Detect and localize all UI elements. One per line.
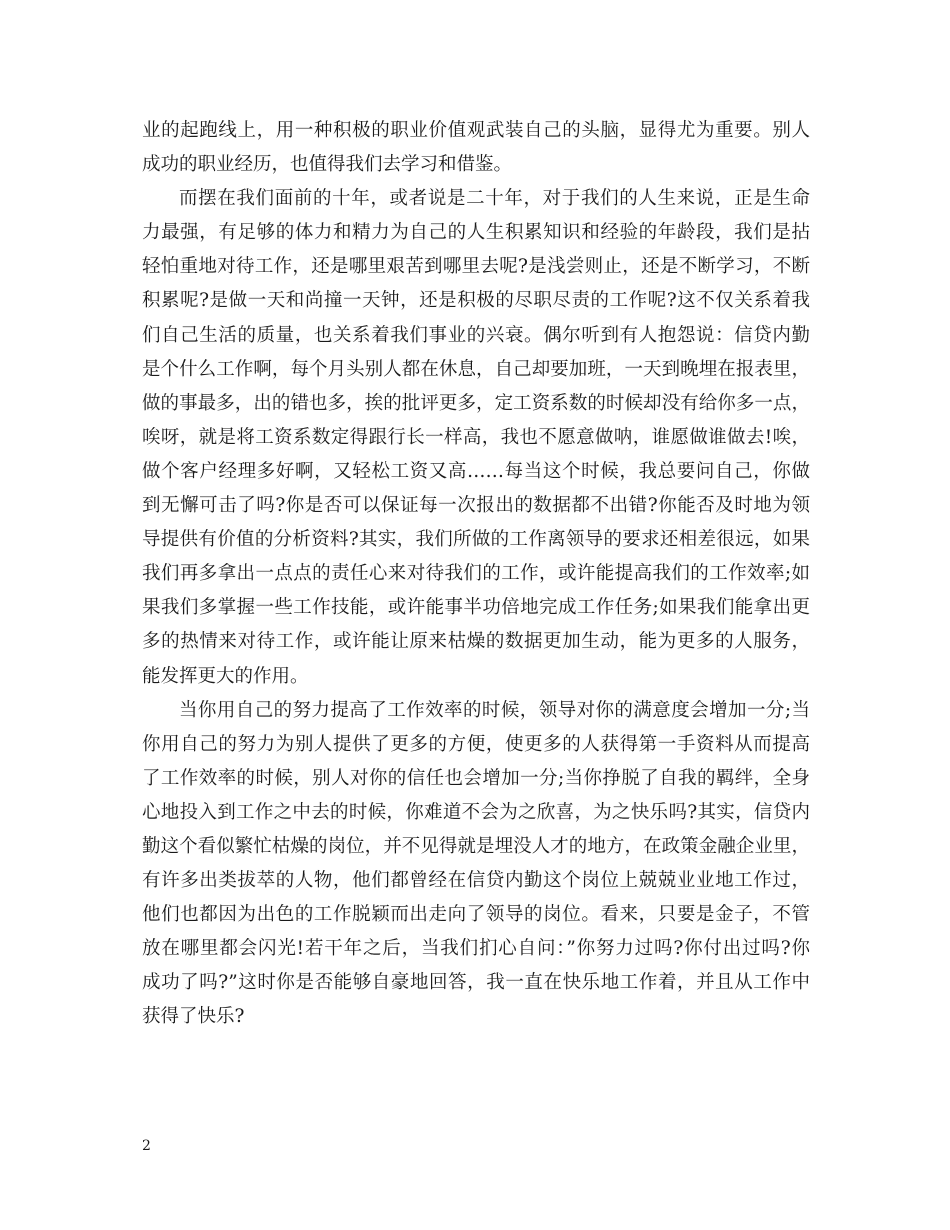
text-line: 做个客户经理多好啊，又轻松工资又高……每当这个时候，我总要问自己，你做 xyxy=(142,460,810,482)
text-line: 获得了快乐? xyxy=(142,1006,245,1028)
text-line: 成功的职业经历，也值得我们去学习和借鉴。 xyxy=(142,154,513,176)
text-line: 果我们多掌握一些工作技能，或许能事半功倍地完成工作任务;如果我们能拿出更 xyxy=(142,597,810,619)
text-line: 多的热情来对待工作，或许能让原来枯燥的数据更加生动，能为更多的人服务， xyxy=(142,631,810,653)
text-line: 我们再多拿出一点点的责任心来对待我们的工作，或许能提高我们的工作效率;如 xyxy=(142,563,810,585)
page-number: 2 xyxy=(142,1138,151,1154)
text-line: 能发挥更大的作用。 xyxy=(142,665,309,687)
text-line: 了工作效率的时候，别人对你的信任也会增加一分;当你挣脱了自我的羁绊，全身 xyxy=(142,767,810,789)
text-line: 而摆在我们面前的十年，或者说是二十年，对于我们的人生来说，正是生命 xyxy=(179,188,810,210)
text-line: 有许多出类拔萃的人物，他们都曾经在信贷内勤这个岗位上兢兢业业地工作过， xyxy=(142,870,810,892)
body-text xyxy=(142,114,810,1035)
text-line: 心地投入到工作之中去的时候，你难道不会为之欣喜，为之快乐吗?其实，信贷内 xyxy=(142,801,810,823)
text-line: 们自己生活的质量，也关系着我们事业的兴衰。偶尔听到有人抱怨说：信贷内勤 xyxy=(142,324,810,346)
text-line: 唉呀，就是将工资系数定得跟行长一样高，我也不愿意做呐，谁愿做谁做去!唉， xyxy=(142,426,810,448)
text-line: 你用自己的努力为别人提供了更多的方便，使更多的人获得第一手资料从而提高 xyxy=(142,733,810,755)
text-line: 导提供有价值的分析资料?其实，我们所做的工作离领导的要求还相差很远，如果 xyxy=(142,529,810,551)
text-line: 勤这个看似繁忙枯燥的岗位，并不见得就是埋没人才的地方，在政策金融企业里， xyxy=(142,835,810,857)
text-line: 他们也都因为出色的工作脱颖而出走向了领导的岗位。看来，只要是金子，不管 xyxy=(142,904,810,926)
text-line: 轻怕重地对待工作，还是哪里艰苦到哪里去呢?是浅尝则止，还是不断学习，不断 xyxy=(142,256,810,278)
text-line: 力最强，有足够的体力和精力为自己的人生积累知识和经验的年龄段，我们是拈 xyxy=(142,222,810,244)
text-line: 放在哪里都会闪光!若干年之后，当我们扪心自问：”你努力过吗?你付出过吗?你 xyxy=(142,938,810,960)
paragraph xyxy=(142,114,810,182)
text-line: 积累呢?是做一天和尚撞一天钟，还是积极的尽职尽责的工作呢?这不仅关系着我 xyxy=(142,290,810,312)
text-line: 做的事最多，出的错也多，挨的批评更多，定工资系数的时候却没有给你多一点， xyxy=(142,392,810,414)
paragraph xyxy=(142,694,810,1035)
text-line: 是个什么工作啊，每个月头别人都在休息，自己却要加班，一天到晚埋在报表里， xyxy=(142,358,810,380)
text-line: 业的起跑线上，用一种积极的职业价值观武装自己的头脑，显得尤为重要。别人 xyxy=(142,120,810,141)
paragraph xyxy=(142,182,810,693)
text-line: 成功了吗?”这时你是否能够自豪地回答，我一直在快乐地工作着，并且从工作中 xyxy=(142,972,810,994)
text-line: 当你用自己的努力提高了工作效率的时候，领导对你的满意度会增加一分;当 xyxy=(179,699,810,721)
text-line: 到无懈可击了吗?你是否可以保证每一次报出的数据都不出错?你能否及时地为领 xyxy=(142,495,810,517)
